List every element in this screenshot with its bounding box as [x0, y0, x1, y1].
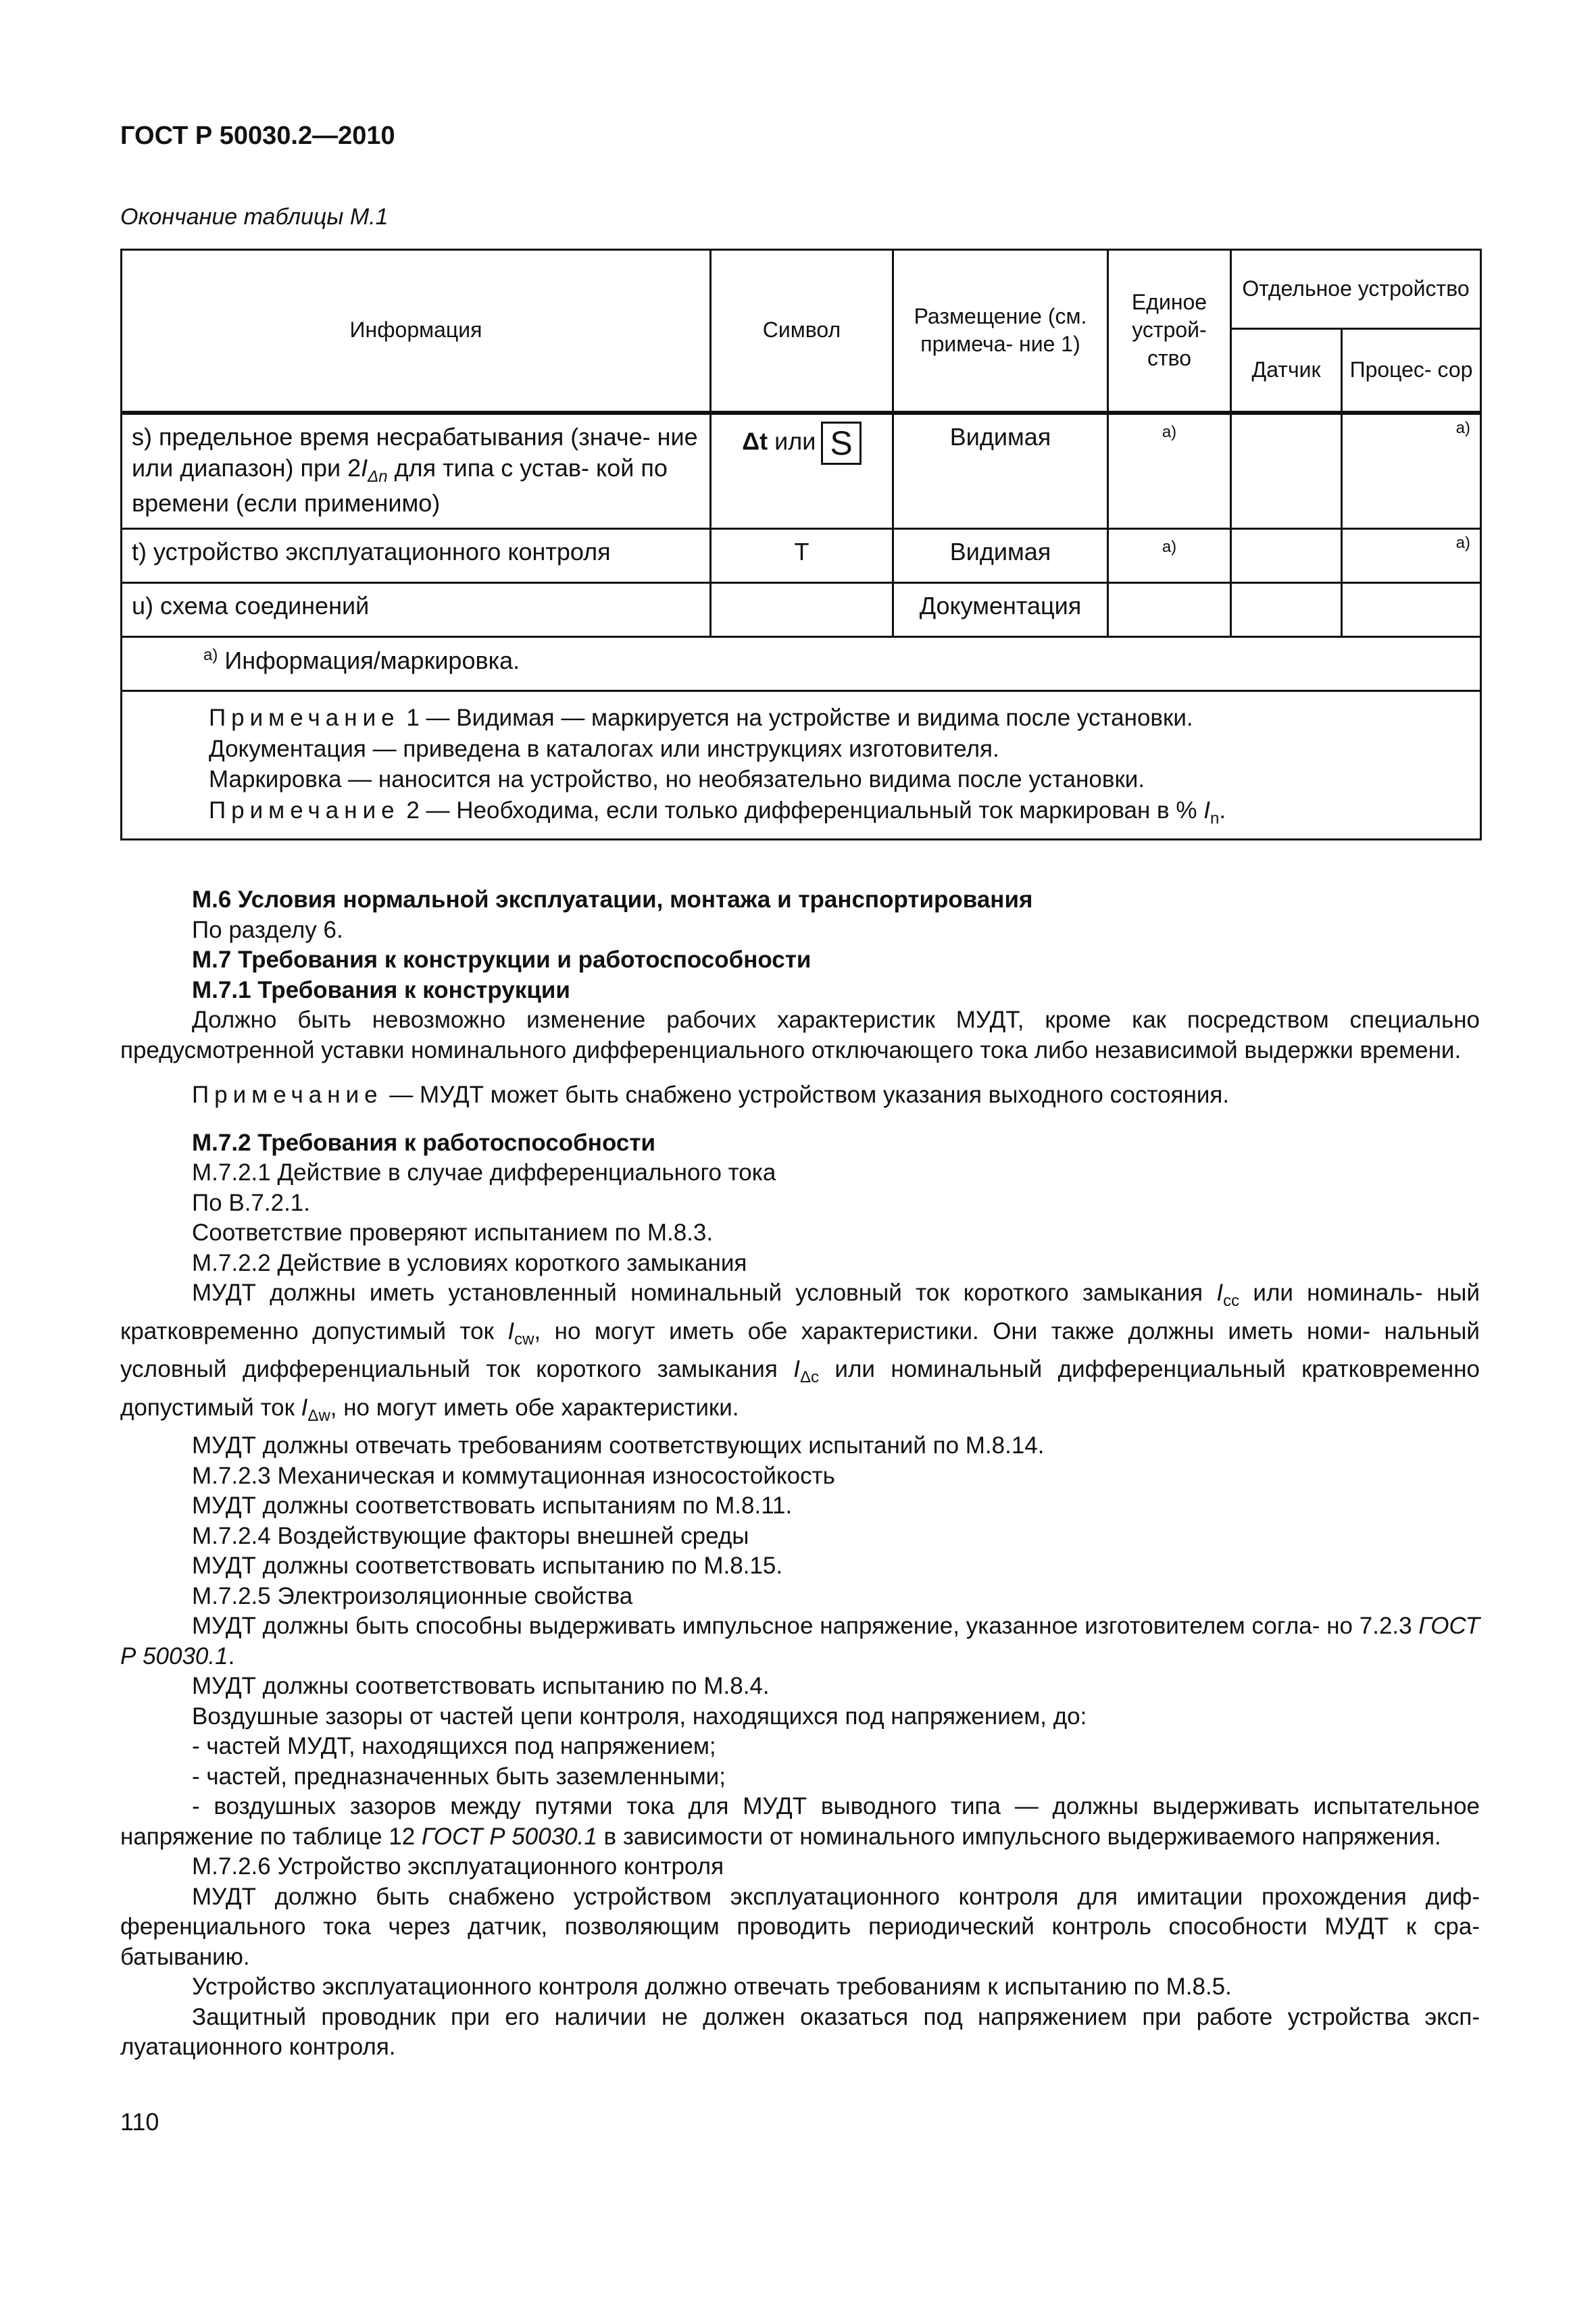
list-item: - частей МУДТ, находящихся под напряжением;	[192, 1733, 716, 1759]
paragraph: По В.7.2.1.	[192, 1189, 310, 1216]
header-single-device: Единое устрой- ство	[1108, 250, 1231, 413]
row-single-mark	[1108, 583, 1231, 637]
paragraph: Устройство эксплуатационного контроля должно отвечать требованиям к испытанию по М.8.5.	[192, 1973, 1232, 2000]
paragraph: МУДТ должны соответствовать испытанию по М.8.4.	[192, 1673, 770, 1699]
row-single-mark: а)	[1108, 413, 1231, 529]
paragraph: МУДТ должны быть способны выдерживать импульсное напряжение, указанное изготовителем согла- но 7.2.3 ГОСТ Р 50030.1.	[120, 1613, 1480, 1669]
subsection-heading: М.7.2.1 Действие в случае дифференциального тока	[192, 1159, 776, 1186]
table-row	[122, 583, 1481, 637]
paragraph: Защитный проводник при его наличии не должен оказаться под напряжением при работе устройства эксп- луатационного контроля.	[120, 2003, 1480, 2060]
header-sensor: Датчик	[1231, 329, 1342, 413]
list-item: - частей, предназначенных быть заземленными;	[192, 1763, 726, 1790]
table-notes-row	[122, 691, 1481, 840]
header-info: Информация	[122, 250, 711, 413]
paragraph: Соответствие проверяют испытанием по М.8.3.	[192, 1219, 714, 1246]
paragraph: МУДТ должно быть снабжено устройством эксплуатационного контроля для имитации прохождения диф- ференциального тока через датчик, позволяющим проводить периодический контроль способности МУДТ к сра- батыванию.	[120, 1883, 1480, 1970]
header-processor: Процес- сор	[1342, 329, 1481, 413]
section-heading: М.7 Требования к конструкции и работоспособности	[192, 947, 812, 973]
table-caption: Окончание таблицы М.1	[120, 204, 389, 230]
row-symbol	[711, 583, 893, 637]
row-placement: Видимая	[893, 529, 1108, 583]
paragraph: Должно быть невозможно изменение рабочих характеристик МУДТ, кроме как посредством специально предусмотренной уставки номинального дифференциального отключающего тока либо независимой выдержки времени.	[120, 1007, 1480, 1063]
row-info: t) устройство эксплуатационного контроля	[122, 529, 711, 583]
row-sensor	[1231, 413, 1342, 529]
row-sensor	[1231, 529, 1342, 583]
subsection-heading: М.7.2.2 Действие в условиях короткого замыкания	[192, 1249, 747, 1276]
paragraph: МУДТ должны отвечать требованиям соответствующих испытаний по М.8.14.	[192, 1432, 1045, 1459]
subsection-heading: М.7.2.4 Воздействующие факторы внешней среды	[192, 1522, 749, 1549]
header-symbol: Символ	[711, 250, 893, 413]
document-body	[120, 885, 1480, 2063]
symbol-s-box: S	[821, 422, 861, 465]
paragraph: МУДТ должны соответствовать испытанию по М.8.15.	[192, 1553, 783, 1579]
subsection-heading: М.7.2.6 Устройство эксплуатационного контроля	[192, 1853, 724, 1880]
row-placement: Видимая	[893, 413, 1108, 529]
paragraph: МУДТ должны соответствовать испытаниям по М.8.11.	[192, 1492, 793, 1519]
row-processor-mark	[1342, 583, 1481, 637]
header-placement: Размещение (см. примеча- ние 1)	[893, 250, 1108, 413]
table-row	[122, 529, 1481, 583]
header-separate-device: Отдельное устройство	[1231, 250, 1481, 329]
subsection-heading: М.7.2.3 Механическая и коммутационная износостойкость	[192, 1462, 835, 1489]
row-processor-mark: а)	[1342, 413, 1481, 529]
subsection-heading: М.7.2.5 Электроизоляционные свойства	[192, 1582, 633, 1609]
section-heading: М.7.2 Требования к работоспособности	[192, 1129, 655, 1156]
note-paragraph: Примечание — МУДТ может быть снабжено устройством указания выходного состояния.	[192, 1082, 1230, 1108]
row-info: s) предельное время несрабатывания (значе- ние или диапазон) при $2I_{\Delta n}$ для типа с устав- кой по времени (если применимо)	[122, 413, 711, 529]
row-placement: Документация	[893, 583, 1108, 637]
row-single-mark: а)	[1108, 529, 1231, 583]
row-processor-mark: а)	[1342, 529, 1481, 583]
paragraph: МУДТ должны иметь установленный номинальный условный ток короткого замыкания $I_{cc}$ или номиналь- ный кратковременно допустимый ток $I_{cw}$, но могут иметь обе характеристики. Они также должны иметь номи- нальный условный дифференциальный ток короткого замыкания $I_{\Delta c}$ или номинальный дифференциальный кратковременно допустимый ток $I_{\Delta w}$, но могут иметь обе характеристики.	[120, 1280, 1480, 1425]
table-row	[122, 413, 1481, 529]
section-heading: М.7.1 Требования к конструкции	[192, 976, 570, 1003]
list-item: - воздушных зазоров между путями тока для МУДТ выводного типа — должны выдерживать испытательное напряжение по таблице 12 ГОСТ Р 50030.1 в зависимости от номинального импульсного выдерживаемого напряжения.	[120, 1793, 1480, 1850]
row-symbol: T	[711, 529, 893, 583]
table-footnote: $^{а)}$ Информация/маркировка.	[122, 637, 1481, 691]
row-symbol: Δt или S	[711, 413, 893, 529]
paragraph: По разделу 6.	[192, 916, 343, 943]
marking-table	[120, 249, 1482, 840]
section-heading: М.6 Условия нормальной эксплуатации, монтажа и транспортирования	[192, 886, 1033, 913]
page-number: 110	[120, 2108, 159, 2136]
row-info: u) схема соединений	[122, 583, 711, 637]
table-notes: Примечание 1 — Видимая — маркируется на устройстве и видима после установки. Документация — приведена в каталогах или инструкциях изготовителя. Маркировка — наносится на устройство, но необязательно видима после установки. Примечание 2 — Необходима, если только дифференциальный ток маркирован в % $I_n$.	[122, 691, 1481, 840]
document-code: ГОСТ Р 50030.2—2010	[120, 122, 395, 150]
table-footnote-row	[122, 637, 1481, 691]
paragraph: Воздушные зазоры от частей цепи контроля, находящихся под напряжением, до:	[192, 1703, 1087, 1730]
row-sensor	[1231, 583, 1342, 637]
